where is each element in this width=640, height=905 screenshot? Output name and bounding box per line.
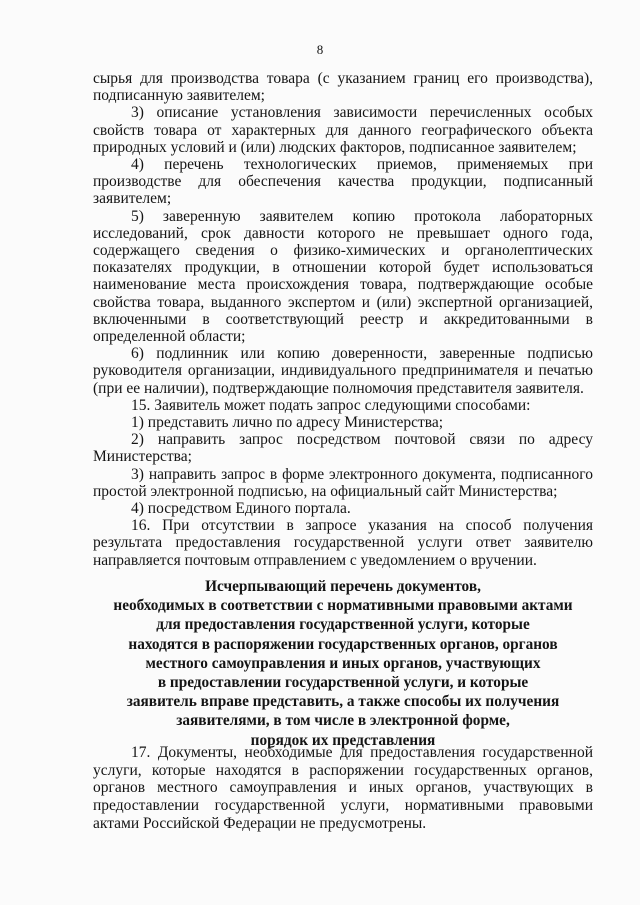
- closing-text: [93, 744, 593, 833]
- paragraph-item-4: 4) перечень технологических приемов, применяемых при производстве для обеспечения качества продукции, подписанный заявителем;: [93, 156, 593, 208]
- body-text: [93, 70, 593, 569]
- heading-line: порядок их представления: [250, 731, 436, 749]
- paragraph-method-3: 3) направить запрос в форме электронного документа, подписанного простой электронной подписью, на официальный сайт Министерства;: [93, 465, 593, 500]
- heading-line: заявитель вправе представить, а также способы их получения: [126, 693, 560, 711]
- paragraph-method-2: 2) направить запрос посредством почтовой связи по адресу Министерства;: [93, 431, 593, 466]
- paragraph-clause-15: 15. Заявитель может подать запрос следующими способами:: [131, 396, 531, 414]
- section-heading: [93, 577, 593, 750]
- heading-line: в предоставлении государственной услуги, и которые: [157, 674, 529, 692]
- heading-line: Исчерпывающий перечень документов,: [205, 578, 481, 595]
- heading-line: для предоставления государственной услуги, которые: [156, 616, 530, 634]
- paragraph-item-6: 6) подлинник или копию доверенности, заверенные подписью руководителя организации, индивидуального предпринимателя и печатью (при ее наличии), подтверждающие полномочия представителя заявителя.: [93, 345, 593, 397]
- page-number: 8: [316, 42, 324, 57]
- heading-line: местного самоуправления и иных органов, участвующих: [145, 654, 541, 672]
- heading-line: необходимых в соответствии с нормативными правовыми актами: [113, 597, 573, 615]
- paragraph-clause-17: 17. Документы, необходимые для предоставления государственной услуги, которые находятся в распоряжении государственных органов, органов местного самоуправления и иных органов, участвующих в предоставлении государственной услуги, нормативными правовыми актами Российской Федерации не предусмотрены.: [93, 744, 593, 832]
- paragraph-method-1: 1) представить лично по адресу Министерства;: [131, 414, 444, 432]
- paragraph-clause-16: 16. При отсутствии в запросе указания на способ получения результата предоставления государственной услуги ответ заявителю направляется почтовым отправлением с уведомлением о вручении.: [93, 517, 593, 569]
- heading-line: заявителями, в том числе в электронной форме,: [176, 712, 510, 730]
- paragraph-item-3: 3) описание установления зависимости перечисленных особых свойств товара от характерных для данного географического объекта природных условий и (или) людских факторов, подписанное заявителем;: [93, 104, 593, 156]
- heading-line: находятся в распоряжении государственных органов, органов: [128, 635, 558, 653]
- paragraph-item-5: 5) заверенную заявителем копию протокола лабораторных исследований, срок давности которого не превышает одного года, содержащего сведения о физико-химических и органолептических показателях продукции, в отношении которой будет использоваться наименование места происхождения товара, подтверждающие особые свойства товара, выданного экспертом и (или) экспертной организацией, включенными в соответствующий реестр и аккредитованными в определенной области;: [93, 207, 593, 346]
- paragraph-method-4: 4) посредством Единого портала.: [131, 500, 351, 518]
- paragraph-documents-raw-materials: сырья для производства товара (с указанием границ его производства), подписанную заявителем;: [93, 70, 593, 105]
